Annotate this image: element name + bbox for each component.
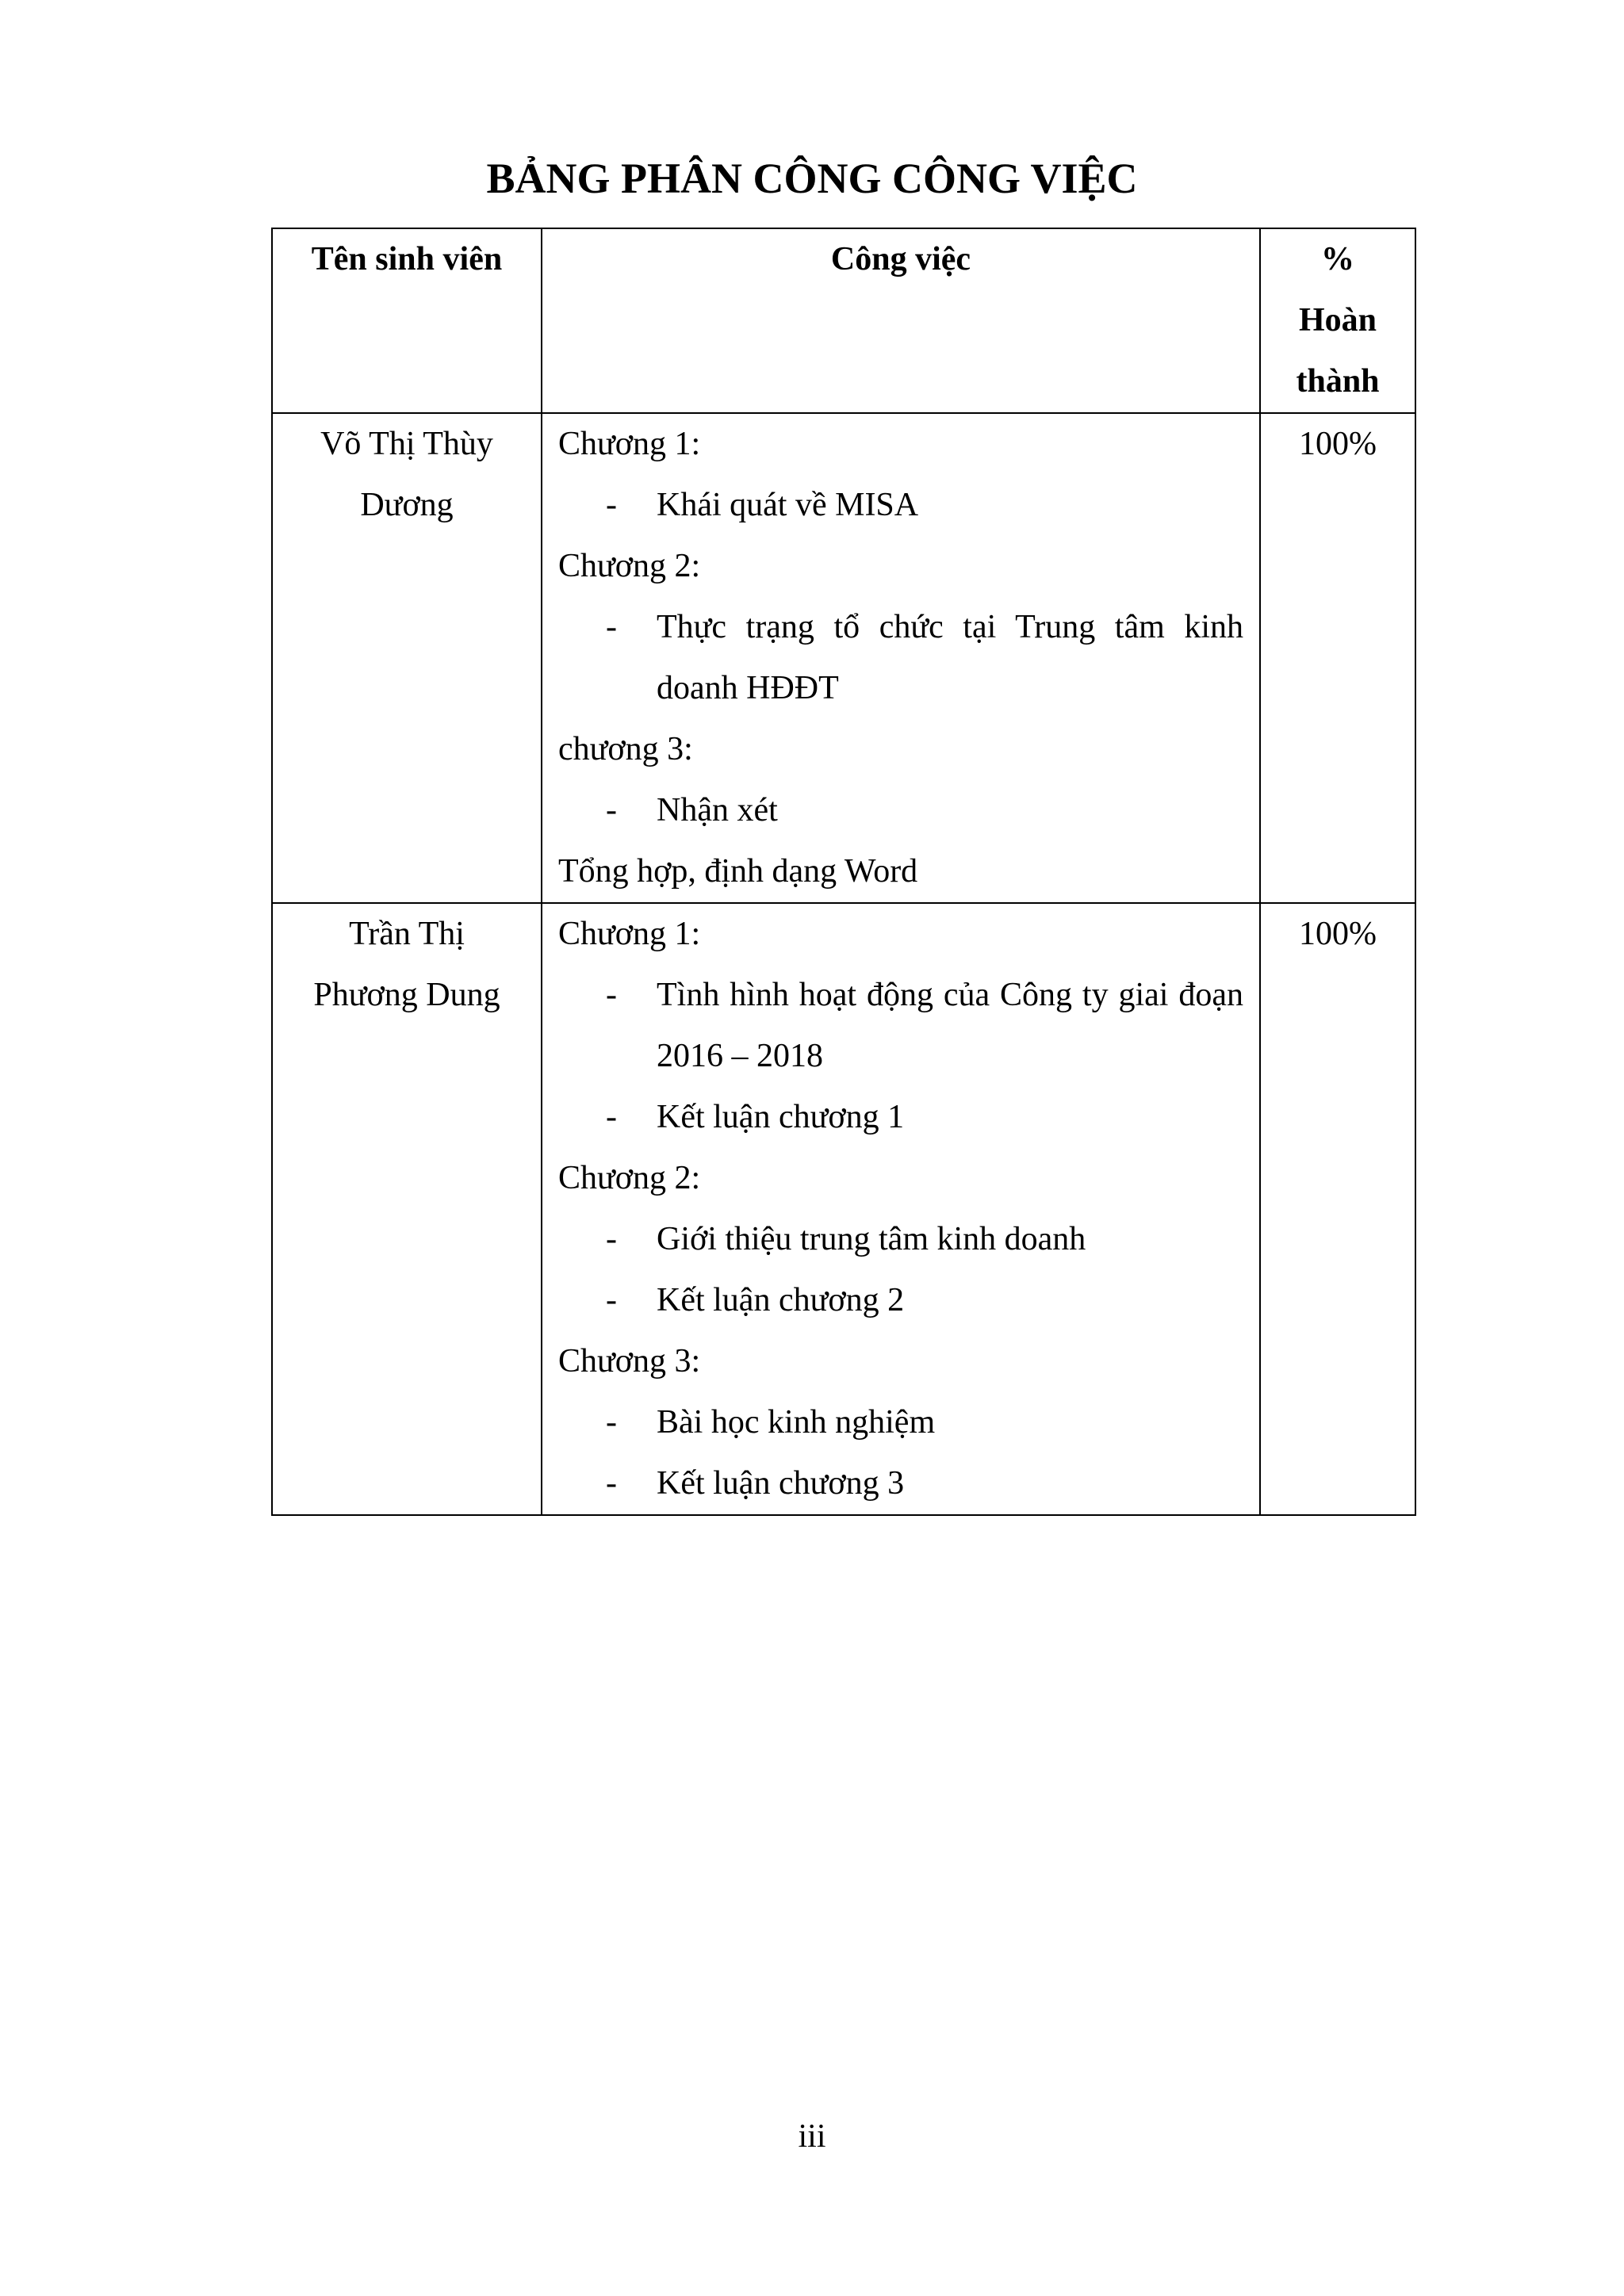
student-name-line: Võ Thị Thùy: [320, 426, 493, 462]
work-cell: [542, 903, 1260, 1515]
student-name-cell: [272, 413, 542, 903]
chapter-heading: Chương 1:: [558, 426, 701, 462]
header-completion: [1260, 228, 1415, 413]
task-item: - Khái quát về MISA: [558, 475, 1243, 536]
task-item: - Kết luận chương 2: [558, 1270, 1243, 1331]
table-header-row: [272, 228, 1415, 413]
page-number: iii: [798, 2118, 826, 2155]
completion-cell: 100%: [1260, 413, 1415, 903]
chapter-heading: Chương 3:: [558, 1343, 701, 1380]
task-item: - Giới thiệu trung tâm kinh doanh: [558, 1209, 1243, 1270]
task-item: - Nhận xét: [558, 780, 1243, 841]
task-item: - Thực trạng tổ chức tại Trung tâm kinh doanh HĐĐT: [558, 597, 1243, 719]
task-list: [558, 1392, 1243, 1514]
task-list: [558, 475, 1243, 536]
work-cell: [542, 413, 1260, 903]
table-row: [272, 903, 1415, 1515]
header-work: Công việc: [542, 228, 1260, 413]
chapter-heading: chương 3:: [558, 731, 693, 767]
summary-text: Tổng hợp, định dạng Word: [558, 853, 918, 890]
completion-cell: 100%: [1260, 903, 1415, 1515]
student-name-line: Dương: [360, 487, 454, 523]
task-list: [558, 1209, 1243, 1331]
task-list: [558, 780, 1243, 841]
page-title: BẢNG PHÂN CÔNG CÔNG VIỆC: [486, 155, 1138, 202]
header-completion-line: %: [1321, 241, 1354, 277]
chapter-heading: Chương 1:: [558, 916, 701, 952]
student-name-line: Trần Thị: [349, 916, 465, 952]
header-student-name: Tên sinh viên: [272, 228, 542, 413]
student-name-line: Phương Dung: [313, 977, 500, 1013]
task-list: [558, 965, 1243, 1148]
header-completion-line: Hoàn: [1298, 302, 1377, 339]
table-row: [272, 413, 1415, 903]
task-item: - Kết luận chương 3: [558, 1453, 1243, 1514]
header-completion-line: thành: [1296, 363, 1380, 400]
task-item: - Kết luận chương 1: [558, 1087, 1243, 1148]
task-item: - Bài học kinh nghiệm: [558, 1392, 1243, 1453]
assignment-table: [271, 228, 1416, 1516]
task-item: - Tình hình hoạt động của Công ty giai đoạn 2016 – 2018: [558, 965, 1243, 1087]
chapter-heading: Chương 2:: [558, 1160, 701, 1196]
student-name-cell: [272, 903, 542, 1515]
chapter-heading: Chương 2:: [558, 548, 701, 584]
task-list: [558, 597, 1243, 719]
